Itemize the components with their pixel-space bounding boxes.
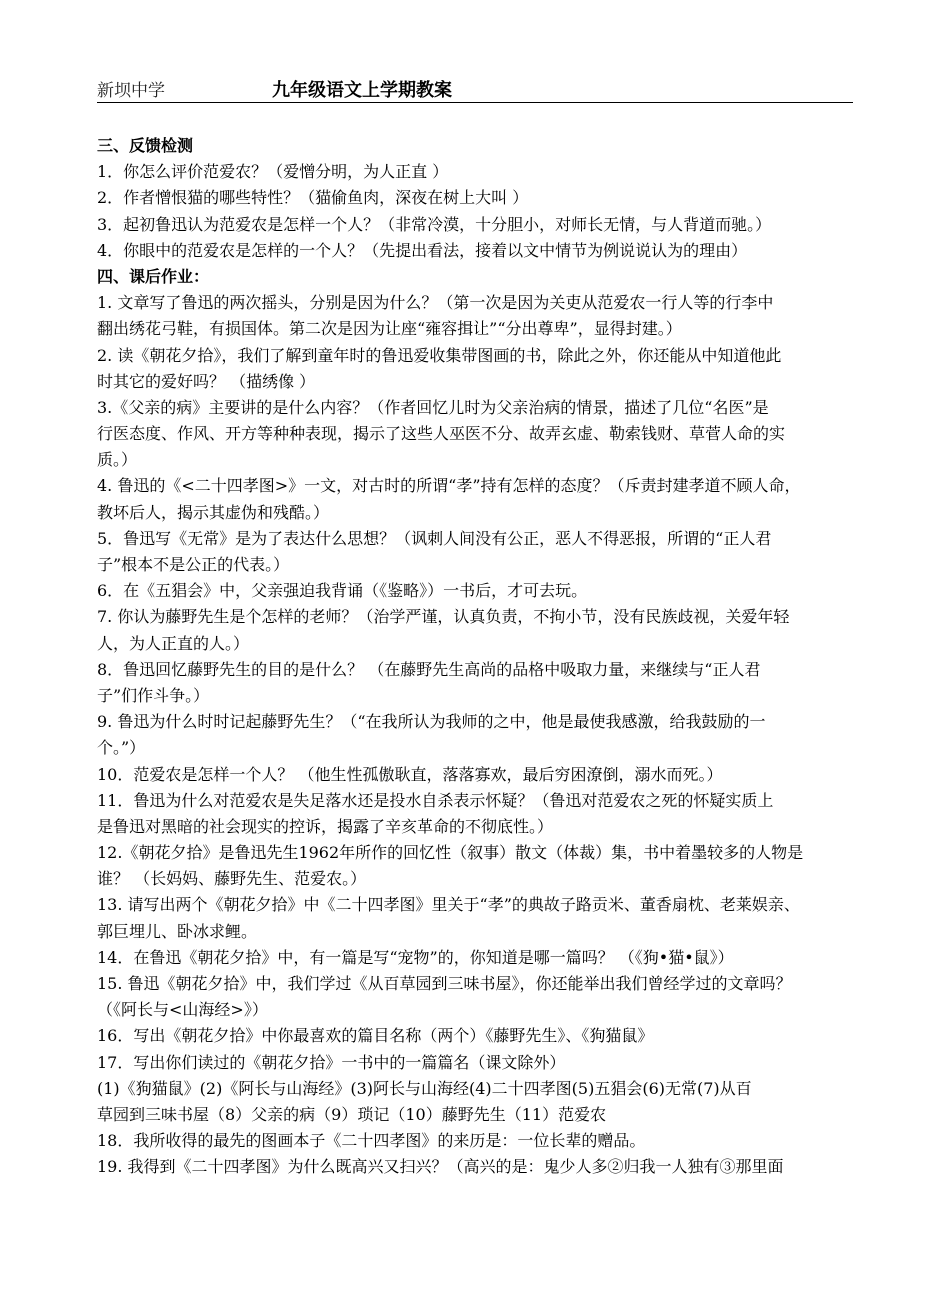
text-line: 是鲁迅对黑暗的社会现实的控诉，揭露了辛亥革命的不彻底性。） xyxy=(97,816,554,836)
text-line: 6．在《五猖会》中，父亲强迫我背诵（《鉴略》）一书后，才可去玩。 xyxy=(97,581,588,601)
document-body xyxy=(97,133,855,1181)
text-line: 个。”） xyxy=(97,738,146,758)
text-line: 9. 鲁迅为什么时时记起藤野先生？（“在我所认为我师的之中，他是最使我感激，给我鼓励的一 xyxy=(97,712,766,732)
text-line: 19. 我得到《二十四孝图》为什么既高兴又扫兴？（高兴的是：鬼少人多②归我一人独有③那里面 xyxy=(97,1157,784,1177)
text-line: 草园到三味书屋（8）父亲的病（9）琐记（10）藤野先生（11）范爱农 xyxy=(97,1104,607,1124)
text-line: 教坏后人，揭示其虚伪和残酷。） xyxy=(97,502,330,522)
text-line: 4．你眼中的范爱农是怎样的一个人？（先提出看法，接着以文中情节为例说说认为的理由） xyxy=(97,240,748,260)
text-line: 5．鲁迅写《无常》是为了表达什么思想？（讽刺人间没有公正，恶人不得恶报，所谓的“正人君 xyxy=(97,528,772,548)
text-line: 3.《父亲的病》主要讲的是什么内容？（作者回忆儿时为父亲治病的情景，描述了几位“名医”是 xyxy=(97,397,769,417)
text-line: 11．鲁迅为什么对范爱农是失足落水还是投水自杀表示怀疑？（鲁迅对范爱农之死的怀疑实质上 xyxy=(97,790,774,810)
text-line: 7. 你认为藤野先生是个怎样的老师？（治学严谨，认真负责，不拘小节，没有民族歧视，关爱年轻 xyxy=(97,607,790,627)
text-line: (1)《狗猫鼠》(2)《阿长与山海经》(3)阿长与山海经(4)二十四孝图(5)五猖会(6)无常(7)从百 xyxy=(97,1078,752,1098)
text-line: （《阿长与<山海经>》） xyxy=(97,1000,268,1020)
text-line: 谁？ （长妈妈、藤野先生、范爱农。） xyxy=(97,869,367,889)
text-line: 12.《朝花夕拾》是鲁迅先生1962年所作的回忆性（叙事）散文（体裁）集，书中着墨较多的人物是 xyxy=(97,843,804,863)
text-line: 子”根本不是公正的代表。） xyxy=(97,555,290,574)
text-line: 8．鲁迅回忆藤野先生的目的是什么？ （在藤野先生高尚的品格中吸取力量，来继续与“正人君 xyxy=(97,659,761,679)
text-line: 10．范爱农是怎样一个人？ （他生性孤傲耿直，落落寡欢，最后穷困潦倒，溺水而死。） xyxy=(97,764,723,784)
document-title: 九年级语文上学期教案 xyxy=(272,80,452,101)
text-line: 2. 读《朝花夕拾》，我们了解到童年时的鲁迅爱收集带图画的书，除此之外，你还能从中知道他此 xyxy=(97,345,782,365)
text-line: 郭巨埋儿、卧冰求鲤。 xyxy=(97,921,258,941)
text-line: 2．作者憎恨猫的哪些特性？（猫偷鱼肉，深夜在树上大叫 ） xyxy=(97,188,529,208)
text-line: 16．写出《朝花夕拾》中你最喜欢的篇目名称（两个）《藤野先生》、《狗猫鼠》 xyxy=(97,1026,654,1046)
text-line: 15. 鲁迅《朝花夕拾》中，我们学过《从百草园到三味书屋》，你还能举出我们曾经学过的文章吗？ xyxy=(97,974,792,993)
text-line: 1．你怎么评价范爱农？（爱憎分明，为人正直 ） xyxy=(97,162,449,182)
text-line: 时其它的爱好吗？ （描绣像 ） xyxy=(97,371,316,391)
text-line: 3．起初鲁迅认为范爱农是怎样一个人？（非常冷漠，十分胆小，对师长无情，与人背道而驰。） xyxy=(97,214,772,234)
text-line: 17．写出你们读过的《朝花夕拾》一书中的一篇篇名（课文除外） xyxy=(97,1052,566,1072)
text-line: 人，为人正直的人。） xyxy=(97,633,250,653)
text-line: 18．我所收得的最先的图画本子《二十四孝图》的来历是：一位长辈的赠品。 xyxy=(97,1131,646,1151)
section-heading: 四、课后作业： xyxy=(97,266,210,286)
text-line: 13. 请写出两个《朝花夕拾》中《二十四孝图》里关于“孝”的典故子路贡米、董香扇枕、老莱娱亲、 xyxy=(97,895,800,915)
text-line: 子”们作斗争。） xyxy=(97,685,210,705)
text-line: 翻出绣花弓鞋，有损国体。第二次是因为让座“雍容揖让”“分出尊卑”，显得封建。） xyxy=(97,319,682,339)
text-line: 4. 鲁迅的《<二十四孝图>》一文，对古时的所谓“孝”持有怎样的态度？（斥责封建孝道不顾人命， xyxy=(97,476,801,496)
school-name: 新坝中学 xyxy=(97,81,165,101)
section-heading: 三、反馈检测 xyxy=(97,136,194,155)
text-line: 质。） xyxy=(97,450,138,470)
text-line: 1. 文章写了鲁迅的两次摇头，分别是因为什么？（第一次是因为关吏从范爱农一行人等的行李中 xyxy=(97,293,774,313)
text-line: 14．在鲁迅《朝花夕拾》中，有一篇是写“宠物”的，你知道是哪一篇吗？ （《狗•猫•鼠》） xyxy=(97,947,734,967)
page-header xyxy=(97,76,853,103)
text-line: 行医态度、作风、开方等种种表现，揭示了这些人巫医不分、故弄玄虚、勒索钱财、草菅人命的实 xyxy=(97,424,786,444)
